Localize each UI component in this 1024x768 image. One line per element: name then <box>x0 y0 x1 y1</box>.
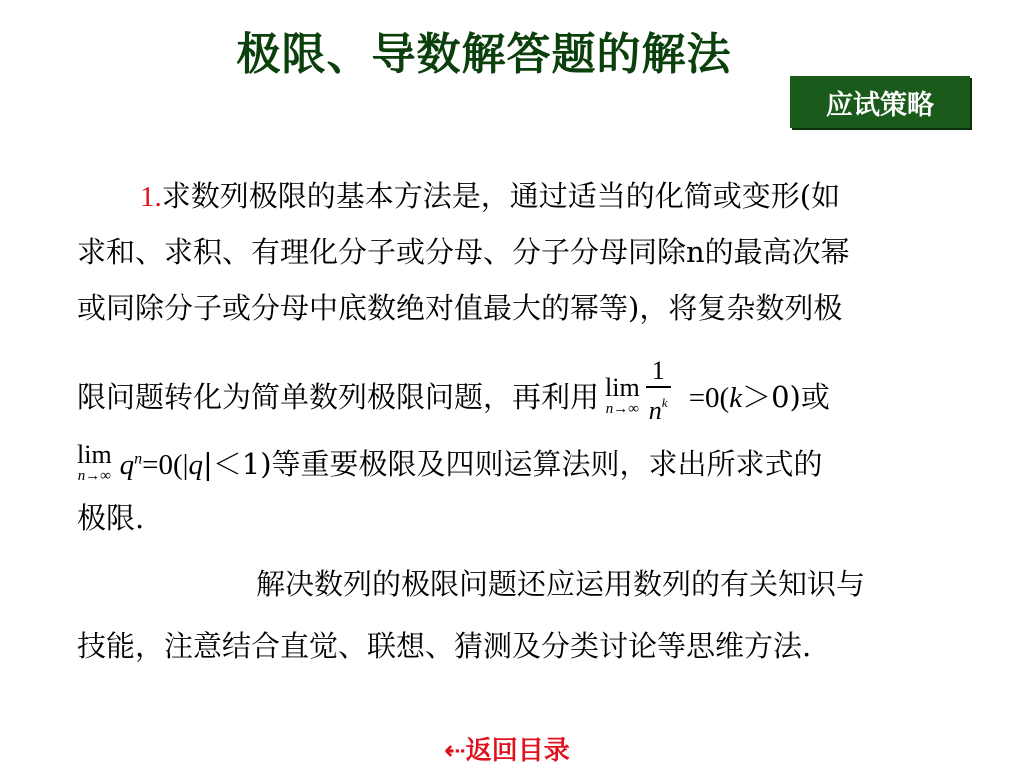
fraction-denominator: $n^k$ <box>648 395 668 425</box>
lim-word-2: lim <box>77 440 112 469</box>
var-q-2: q <box>188 449 203 481</box>
paragraph-1-line-2: 求和、求积、有理化分子或分母、分子分母同除n的最高次幂 <box>77 235 850 269</box>
fraction-exponent: k <box>661 395 668 410</box>
lim-subscript: n→∞ <box>605 401 639 417</box>
paragraph-1-line-4 <box>77 356 830 434</box>
back-link-label: 返回目录 <box>465 736 570 766</box>
text-line-5a: =0(| <box>142 449 189 481</box>
page-title: 极限、导数解答题的解法 <box>236 29 732 80</box>
fraction-numerator: 1 <box>646 356 671 388</box>
limit-notation-2 <box>77 442 112 484</box>
limit-notation <box>605 375 640 417</box>
text-line-4a: 限问题转化为简单数列极限问题，再利用 <box>77 380 600 414</box>
paragraph-2-line-2: 技能，注意结合直觉、联想、猜测及分类讨论等思维方法. <box>77 629 812 663</box>
var-k: k <box>729 382 743 414</box>
lim-word: lim <box>605 373 640 402</box>
paragraph-1-line-3: 或同除分子或分母中底数绝对值最大的幂等)，将复杂数列极 <box>77 291 843 325</box>
text-line-4c: ＞0)或 <box>742 380 830 414</box>
paragraph-1-line-5 <box>77 436 823 485</box>
text-line-1: 求数列极限的基本方法是，通过适当的化简或变形(如 <box>161 179 841 213</box>
text-line-4b: =0( <box>688 382 730 414</box>
exp-n: n <box>134 450 143 468</box>
lim-subscript-2: n→∞ <box>77 468 111 484</box>
text-line-5b: |＜1)等重要极限及四则运算法则，求出所求式的 <box>203 447 823 481</box>
fraction-1-over-n-k <box>646 356 671 426</box>
back-to-contents-link[interactable] <box>444 730 570 767</box>
item-number: 1. <box>140 181 162 213</box>
var-q: q <box>119 449 135 481</box>
paragraph-2-line-1: 解决数列的极限问题还应运用数列的有关知识与 <box>256 567 866 601</box>
back-arrow-icon: ⇠ <box>444 736 466 766</box>
strategy-badge: 应试策略 <box>790 76 970 128</box>
paragraph-1-line-6: 极限. <box>77 501 145 535</box>
paragraph-1-line-1 <box>140 176 840 217</box>
